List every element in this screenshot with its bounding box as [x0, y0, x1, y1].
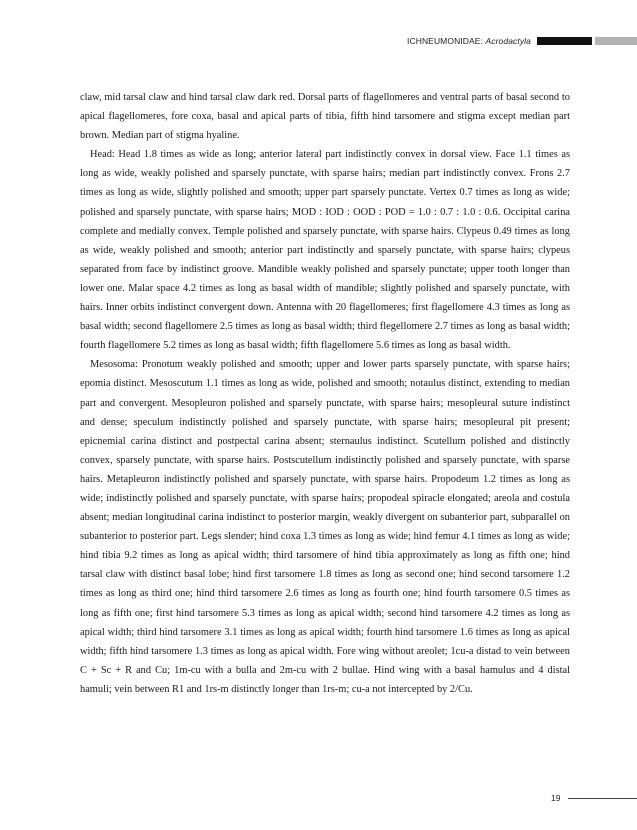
running-head-family [407, 36, 531, 46]
paragraph-mesosoma: Mesosoma: Pronotum weakly polished and smooth; upper and lower parts sparsely punctate, with sparse hairs; epomia distinct. Mesoscutum 1.1 times as long as wide, polished and smooth; notaulus distinct, extending to median part and convergent. Mesopleuron polished and sparsely punctate, with sparse hairs; mesopleural suture indistinct and dense; speculum indistinctly polished and sparsely punctate, with sparse hairs; mesopleural pit present; epicnemial carina distinct and postpectal carina absent; sternaulus indistinct. Scutellum polished and distinctly convex, sparsely punctate, with sparse hairs. Postscutellum indistinctly polished and sparsely punctate, with sparse hairs. Metapleuron indistinctly polished and sparsely punctate, with sparse hairs. Propodeum 1.2 times as long as wide; indistinctly polished and sparsely punctate, with sparse hairs; propodeal spiracle elongated; areola and costula absent; median longitudinal carina indistinct to posterior margin, weakly divergent on subanterior part, subparallel on subanterior to posterior part. Legs slender; hind coxa 1.3 times as long as wide; hind femur 4.1 times as long as wide; hind tibia 9.2 times as long as apical width; third tarsomere of hind tibia approximately as long as fifth one; hind tarsal claw with distinct basal lobe; hind first tarsomere 1.8 times as long as second one; hind second tarsomere 1.2 times as long as third one; hind third tarsomere 2.6 times as long as fourth one; hind fourth tarsomere 0.5 times as long as fifth one; first hind tarsomere 5.3 times as long as apical width; second hind tarsomere 4.2 times as long as apical width; third hind tarsomere 3.1 times as long as apical width; fourth hind tarsomere 1.6 times as long as apical width; fifth hind tarsomere 1.3 times as long as apical width. Fore wing without areolet; 1cu-a distad to vein between C + Sc + R and Cu; 1m-cu with a bulla and 2m-cu with 2 bullae. Hind wing with a basal hamulus and 4 distal hamuli; vein between R1 and 1rs-m distinctly longer than 1rs-m; cu-a not intercepted by 2/Cu. [80, 359, 570, 695]
running-head [407, 34, 637, 48]
paragraph-head: Head: Head 1.8 times as wide as long; anterior lateral part indistinctly convex in dorsal view. Face 1.1 times as long as wide, weakly polished and sparsely punctate, with sparse hairs; median part indistinctly convex. Frons 2.7 times as long as wide, slightly polished and smooth; upper part sparsely punctate. Vertex 0.7 times as long as wide; polished and sparsely punctate, with sparse hairs; MOD : IOD : OOD : POD = 1.0 : 0.7 : 1.0 : 0.6. Occipital carina complete and medially convex. Temple polished and sparsely punctate, with sparse hairs. Clypeus 0.49 times as long as wide, weakly polished and smooth; anterior part indistinctly and sparsely punctate, with sparse hairs; clypeus separated from face by indistinct groove. Mandible weakly polished and sparsely punctate; upper tooth longer than lower one. Malar space 4.2 times as long as basal width of mandible; slightly polished and sparsely punctate, with hairs. Inner orbits indistinct convergent down. Antenna with 20 flagellomeres; first flagellomere 4.3 times as long as basal width; second flagellomere 2.5 times as long as basal width; third flegellomere 2.7 times as long as basal width; fourth flagellomere 5.2 times as long as basal width; fifth flagellomere 5.6 times as long as basal width. [80, 149, 570, 352]
paragraph-coloration: claw, mid tarsal claw and hind tarsal claw dark red. Dorsal parts of flagellomeres and ventral parts of basal second to apical flagellomeres, fore coxa, basal and apical parts of tibia, fifth hind tarsomere and stigma except median part brown. Median part of stigma hyaline. [80, 92, 570, 142]
footer-rule [568, 798, 637, 799]
page-number: 19 [551, 793, 561, 803]
genus-name: Acrodactyla [485, 36, 531, 46]
header-light-bar [595, 37, 637, 45]
header-dark-bar [537, 37, 592, 45]
family-name: ICHNEUMONIDAE: [407, 36, 484, 46]
body-text [80, 88, 570, 699]
